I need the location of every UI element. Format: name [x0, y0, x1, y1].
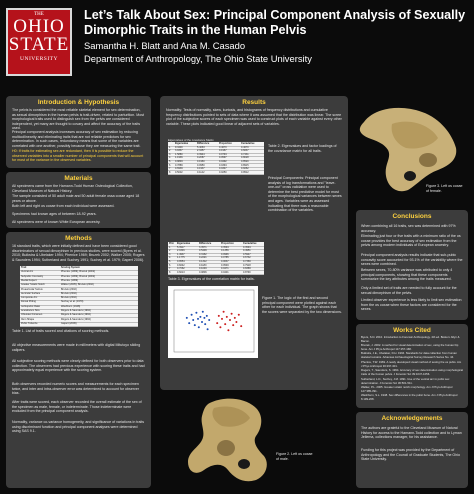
- citation-2: Bruzek, J. 2002. A method for visual determination of sex, using the human hip bone. Am J Phys Anthropol 117:157-168.: [361, 343, 459, 351]
- table-cell: 3.3571: [199, 245, 207, 249]
- scatter-point: [218, 315, 220, 317]
- table-cell: 0.1312: [199, 259, 207, 263]
- table-cell: 9.3400: [175, 145, 183, 149]
- table-cell: 0.3594: [221, 245, 229, 249]
- results-heading: Results: [242, 99, 266, 106]
- table-cell: 0.1180: [199, 263, 207, 267]
- table-cell: 5: [169, 259, 171, 263]
- scatter-point: [203, 317, 205, 319]
- scatter-point: [204, 323, 206, 325]
- pc-text: Principal Components: Principal component analysis of log transformations and "leave-one-out" cross validation were used to determine the best predictive model for most of the morphological variances between sexes and ages. Variables were as assessed indicating that there was a reasonable combination of the variables.: [268, 176, 342, 213]
- table-header-cell: Trait: [21, 266, 27, 270]
- table-cell: 0.7889: [175, 163, 183, 167]
- table-cell: 0.0597: [219, 156, 227, 160]
- table-cell: 7: [169, 167, 171, 171]
- university-logo: [6, 8, 72, 76]
- eigen-table: [168, 142, 264, 174]
- table-cell: Phenice (1969): [61, 279, 78, 283]
- scatter-point: [232, 324, 234, 326]
- materials-item-3: Both left and right os coxae from each individual were assessed.: [12, 204, 115, 208]
- table-cell: 0.0401: [221, 270, 229, 274]
- table-cell: 1.4937: [177, 252, 185, 256]
- acknowledgements-heading: Acknowledgements: [381, 415, 443, 422]
- table-cell: Phenice (1969); Bruzek (2002): [61, 270, 96, 274]
- methods-panel: [6, 232, 151, 488]
- table-cell: 8: [169, 170, 171, 174]
- scatter-point: [195, 312, 197, 314]
- table-cell: Rogers & Saunders (1994): [61, 313, 91, 317]
- poster-title: Let’s Talk About Sex: Principal Component Analysis of Sexually Dimorphic Traits in the Human Pelvis: [84, 8, 466, 37]
- scatter-point: [235, 321, 237, 323]
- table-cell: 3.9337: [175, 149, 183, 153]
- scatter-point: [221, 318, 223, 320]
- table-cell: 0.0806: [199, 270, 207, 274]
- table-cell: 0.0996: [221, 252, 229, 256]
- table-cell: 4: [169, 256, 171, 260]
- methods-item-3: Both observers recorded numeric scores and measurements for each specimen twice, and inter and intra-observer error was determined to account for observer bias.: [12, 382, 140, 396]
- conclusion-6: Limited observer experience is less likely to limit sex estimation from the os coxae when these factors are considered for the sexes.: [361, 298, 462, 312]
- scatter-point: [197, 318, 199, 320]
- scatter-point: [207, 328, 209, 330]
- scatter-point: [227, 329, 229, 331]
- scatter-point: [201, 321, 203, 323]
- methods-item-1: All objective measurements were made in millimeters with digital Mitutoyo sliding calipers.: [12, 343, 141, 352]
- table-cell: Obturator Foramen: [21, 313, 43, 317]
- intro-text-2: Principal component analysis increases accuracy of sex estimation by reducing multicollinearity and eliminating traits that are not reliable predictors for sex determination. In such cases, redundancy means that some of the variables are correlated with one another, possibly because they are measuring the same trait.: [12, 130, 141, 148]
- table-cell: 1: [169, 145, 171, 149]
- table-cell: Washburn (1948): [61, 304, 81, 308]
- pc-scatter-plot: [168, 286, 258, 358]
- table-cell: 0.8242: [177, 263, 185, 267]
- scatter-point: [224, 323, 226, 325]
- table-header-cell: Eigenvalue: [177, 242, 191, 246]
- table-header-cell: Prin: [169, 242, 174, 246]
- table-cell: 0.1049: [199, 267, 207, 271]
- table-header-cell: Eigenvalue: [175, 142, 189, 146]
- table-cell: 0.7431: [241, 152, 249, 156]
- citation-5: Rogers, T., Saunders, S. 1994. Accuracy of sex determination using morphological traits of the human pelvis. J Forensic Sci 39:1047-1056.: [361, 368, 463, 376]
- table3-caption: Table 3. Eigenvalues of the correlation matrix for traits.: [168, 277, 255, 281]
- table-cell: 0.0394: [219, 163, 227, 167]
- table-cell: 0.1142: [197, 170, 205, 174]
- logo-university: UNIVERSITY: [20, 56, 58, 62]
- table-header-cell: Scoring System: [61, 266, 80, 270]
- table-cell: 3: [169, 152, 171, 156]
- table-cell: 5.4063: [197, 145, 205, 149]
- methods-item-5: Normality, variance co-variance homogeneity, and significance of variations in traits using discriminant function and principal component analyses were determined using SAS 9.1.: [12, 420, 145, 434]
- methods-heading: Methods: [65, 235, 92, 242]
- table-cell: Preauricular Sulcus: [21, 287, 43, 291]
- normality-text: Normality: Tests of normality, skew, kurtosis, and histograms of frequency distributions and cumulative frequency distributions pointed to sets of data where it was assumed that the distribution was linear. The scree plot of the subjective scores of each specimen was used to construct plots of each variable against every other variable. These plots indicated good linear of adjacent sets of variables.: [166, 108, 342, 126]
- table-cell: 6: [169, 163, 171, 167]
- ack-text-1: The authors are grateful to the Cleveland Museum of Natural History for access to the Hamann-Todd collection and to Lyman Jellema, collections manager, for his assistance.: [361, 426, 462, 440]
- table-cell: Suchey et al. (1979): [61, 300, 84, 304]
- works-cited-heading: Works Cited: [393, 327, 431, 334]
- citation-1: Byers, S.N. 2010. Introduction to Forensic Anthropology. 4th ed. Boston: Allyn & Bacon.: [361, 335, 460, 343]
- scatter-point: [188, 322, 190, 324]
- scatter-point: [208, 319, 210, 321]
- female-os-coxae-image: [352, 104, 460, 194]
- table-cell: Rogers & Saunders (1994): [61, 317, 91, 321]
- table-cell: 1.5880: [175, 152, 183, 156]
- scatter-point: [198, 326, 200, 328]
- table-cell: Bruzek (2002): [61, 296, 77, 300]
- scatter-point: [223, 311, 225, 313]
- table-cell: 0.0471: [221, 267, 229, 271]
- methods-intro: 16 standard traits, which were initially defined and have been considered good discriminators of sexual dimorphism in previous studies, were scored (Byers et al. 2010; Buikstra & Ubelaker 1994; Phenice 1969; Bruzek 2002; Walker 2005; Rogers & Saunders 1994; Sutherland and Suchey 1991; Suchey et al. 1979; Gapert 2006).: [12, 244, 145, 262]
- scatter-point: [186, 317, 188, 319]
- table-cell: 0.1967: [219, 149, 227, 153]
- table-cell: Medial Aspect: [21, 279, 37, 283]
- logo-the: THE: [34, 12, 44, 17]
- conclusion-3: Principal component analysis results indicate that sub-pubic concavity score accounted for 93.1% of the variability where the sexes were combined.: [361, 253, 463, 267]
- scatter-point: [194, 324, 196, 326]
- materials-item-1: All specimens came from the Hamann-Todd Human Osteological Collection, Cleveland Museum of Natural History.: [12, 184, 133, 193]
- table-cell: 0.6732: [243, 256, 251, 260]
- table1-caption: Table 1. List of traits scored and citations of scoring methods.: [12, 329, 110, 333]
- corr-table: [168, 242, 264, 274]
- plot-frame: [174, 290, 254, 352]
- table-cell: 0.7062: [177, 267, 185, 271]
- figure3-caption: Figure 3. Left os coxae of female.: [426, 184, 463, 193]
- ack-text-2: Funding for this project was provided by the Department of Anthropology and the Council of Graduate Students, The Ohio State University.: [361, 448, 461, 462]
- table2-caption: Table 2. Eigenvalues and factor loadings of the covariance matrix for all traits.: [268, 144, 337, 153]
- table-cell: Ventral Arc: [21, 270, 34, 274]
- conclusions-panel: [356, 210, 468, 320]
- conclusion-4: Between sexes, 70-80% variance was attributed to only 4 principal components, showing that these components summarize the key attributes among the traits measured.: [361, 268, 453, 282]
- scatter-point: [192, 319, 194, 321]
- table-cell: 0.5947: [243, 252, 251, 256]
- table-cell: 0.1356: [221, 249, 229, 253]
- table-cell: 0.8028: [241, 156, 249, 160]
- scatter-point: [231, 313, 233, 315]
- conclusion-2: Eliminating just four or five traits with a minimum ratio of the os coxae provides the best accuracy of sex estimation from the pelvis among modern individuals of European ancestry.: [361, 234, 461, 248]
- table-cell: 5: [169, 159, 171, 163]
- table-cell: 2: [169, 149, 171, 153]
- table-cell: 1.1936: [175, 156, 183, 160]
- table-header-cell: Difference: [197, 142, 210, 146]
- scatter-point: [191, 314, 193, 316]
- table-cell: 0.4670: [241, 145, 249, 149]
- table-cell: Pubic Tubercle: [21, 321, 38, 325]
- male-os-coxae-image: [182, 394, 282, 484]
- table-cell: 1.1775: [177, 256, 185, 260]
- table-cell: Composite Arc: [21, 296, 38, 300]
- table-cell: 5.3917: [177, 245, 185, 249]
- table-cell: 0.8389: [243, 267, 251, 271]
- conclusion-1: When combining all 16 traits, sex was determined with 97% accuracy.: [361, 224, 456, 233]
- intro-panel: [6, 96, 151, 168]
- table-cell: Bruzek (2002): [61, 287, 77, 291]
- table-cell: Bruzek (2002): [61, 291, 77, 295]
- citation-8: Washburn, S.L. 1948. Sex differences in the pubic bone. Am J Phys Anthropol 6:199-208.: [361, 393, 458, 401]
- table-cell: 0.2087: [197, 156, 205, 160]
- acknowledgements-panel: [356, 412, 468, 488]
- table-cell: 0.0549: [221, 263, 229, 267]
- table-header-cell: Cumulative: [241, 142, 255, 146]
- table-cell: 0.0347: [219, 167, 227, 171]
- table-cell: 0.4670: [219, 145, 227, 149]
- scatter-point: [206, 315, 208, 317]
- citation-6: Sutherland, L.D., Suchey, J.M. 1991. Use of the ventral arc in pubic sex determination. J Forensic Sci 36:501-511.: [361, 377, 450, 385]
- materials-item-5: All specimens were of known White European ancestry.: [12, 220, 101, 224]
- table-cell: 0.3594: [243, 245, 251, 249]
- intro-text-1: The pelvis is considered the most reliable skeletal element for sex determination, as sexual dimorphism in the human pelvis is trait-driven, related to parturition. Most morphological traits used to distinguish sex from the pelvis are considered independent, yet many are thought to covary and affect the accuracy of the traits used.: [12, 108, 145, 131]
- table-row-line: [20, 326, 138, 327]
- table-cell: Auricular Surface: [21, 291, 41, 295]
- logo-state: STATE: [8, 34, 70, 55]
- department: Department of Anthropology, The Ohio State University: [84, 53, 312, 64]
- table-cell: Subpubic Concavity: [21, 274, 44, 278]
- table-cell: 0.0637: [221, 259, 229, 263]
- table-header-cell: Proportion: [219, 142, 232, 146]
- table-cell: Ischiopubic Ratio: [21, 304, 41, 308]
- conclusions-heading: Conclusions: [392, 213, 432, 220]
- table-cell: Greater Sciatic Notch: [21, 283, 45, 287]
- table-row-line: [168, 274, 264, 275]
- scatter-point: [216, 322, 218, 324]
- methods-item-2: All subjective scoring methods were clearly defined for both observers prior to data collection. The observers had previous experience with scoring these traits and had approximately equal experience with the scoring system.: [12, 359, 145, 373]
- table-cell: 0.5002: [175, 170, 183, 174]
- materials-panel: [6, 172, 151, 228]
- table2-title: Eigenvalues of the covariance Matrix: [168, 138, 214, 142]
- table-cell: 0.0492: [219, 159, 227, 163]
- table-row-line: [168, 174, 264, 175]
- table-cell: 0.0794: [219, 152, 227, 156]
- table-cell: 0.4951: [243, 249, 251, 253]
- table-cell: Ilium Shape: [21, 317, 35, 321]
- table-cell: Gapert (2006): [61, 321, 77, 325]
- table-cell: 2.0346: [177, 249, 185, 253]
- table-cell: 0.9849: [175, 159, 183, 163]
- table-cell: 3: [169, 252, 171, 256]
- materials-item-4: Specimens had known ages of between 18-92 years.: [12, 212, 97, 216]
- citation-7: Walker, P.L. 2005. Greater sciatic notch morphology. Am J Phys Anthropol 127:385-391.: [361, 385, 453, 393]
- scatter-point: [238, 314, 240, 316]
- table-cell: 8: [169, 270, 171, 274]
- scatter-point: [202, 311, 204, 313]
- methods-item-4: After traits were scored, each observer recorded the overall estimate of the sex of the specimen as male, female, or indeterminate. Those indeterminate were excluded from the principal component analysis.: [12, 400, 142, 414]
- table-cell: 0.3944: [197, 152, 205, 156]
- scatter-point: [240, 325, 242, 327]
- table-header-cell: Cumulative: [243, 242, 257, 246]
- table-cell: Rogers & Saunders (1994): [61, 309, 91, 313]
- table-cell: Acetabulum Size: [21, 309, 40, 313]
- table-cell: 0.5409: [199, 249, 207, 253]
- table-header-cell: Difference: [199, 242, 212, 246]
- table-cell: 0.2221: [199, 256, 207, 260]
- table-cell: 0.8790: [243, 270, 251, 274]
- table-cell: 4: [169, 156, 171, 160]
- table-cell: 0.6637: [241, 149, 249, 153]
- figure1-caption: Figure 1. The logic of the first and second principal component were plotted against each other for each individual. The graph shows that the scores were separated by the two dimensions.: [262, 296, 342, 314]
- table-header-cell: Proportion: [221, 242, 234, 246]
- table-cell: 0.7369: [243, 259, 251, 263]
- scatter-point: [234, 317, 236, 319]
- authors: Samantha H. Blatt and Ana M. Casado: [84, 40, 246, 51]
- conclusion-5: Only a limited set of traits are needed to fully account for the sexual dimorphism of the pelvis.: [361, 286, 457, 295]
- citation-4: Phenice, T.W. 1969. A newly developed visual method of sexing the os pubis. Am J Phys Anthropol 30:297-301.: [361, 360, 462, 368]
- logo-ohio: OHIO: [13, 16, 65, 37]
- table-cell: Dorsal Pitting: [21, 300, 36, 304]
- hypothesis-text: H0: If traits for estimating sex are redundant, then it is possible to reduce the observed variables into a smaller number of principal components that will account for most of the variance in the observed variables.: [12, 149, 144, 163]
- table-cell: 0.1960: [197, 159, 205, 163]
- table-cell: 0.6939: [175, 167, 183, 171]
- intro-heading: Introduction & Hypothesis: [37, 99, 120, 106]
- table-cell: 0.1937: [197, 167, 205, 171]
- table-cell: 0.9262: [241, 167, 249, 171]
- table-cell: 0.9554: [177, 259, 185, 263]
- citation-3: Buikstra, J.E., Ubelaker, D.H. 1994. Standards for data collection from human skeletal remains. Arkansas Archaeological Survey Research Series No. 44.: [361, 351, 457, 359]
- table-cell: 2: [169, 249, 171, 253]
- table-cell: 0.0250: [219, 170, 227, 174]
- table-cell: 1: [169, 245, 171, 249]
- scatter-point: [229, 319, 231, 321]
- table-cell: Walker (2005); Bruzek (2002): [61, 283, 94, 287]
- scatter-point: [226, 316, 228, 318]
- scatter-point: [219, 326, 221, 328]
- table-cell: Phenice (1969); Bruzek (2002): [61, 274, 96, 278]
- table-cell: 0.8915: [241, 163, 249, 167]
- table-cell: 7: [169, 267, 171, 271]
- table-cell: 0.0785: [221, 256, 229, 260]
- table-cell: 0.0950: [197, 163, 205, 167]
- materials-heading: Materials: [64, 175, 93, 182]
- table-cell: 0.7918: [243, 263, 251, 267]
- table-cell: 0.8520: [241, 159, 249, 163]
- materials-item-2: The sample consisted of 50 adult male and 50 adult female ossa coxae aged 18 years or above.: [12, 194, 140, 203]
- scatter-point: [199, 316, 201, 318]
- table-cell: 2.3457: [197, 149, 205, 153]
- table-cell: 0.9512: [241, 170, 249, 174]
- works-cited-panel: [356, 324, 468, 408]
- figure2-caption: Figure 2. Left os coxae of male.: [276, 452, 313, 461]
- table-cell: 6: [169, 263, 171, 267]
- table-cell: 0.6013: [177, 270, 185, 274]
- trait-table: [20, 266, 138, 326]
- table-cell: 0.3162: [199, 252, 207, 256]
